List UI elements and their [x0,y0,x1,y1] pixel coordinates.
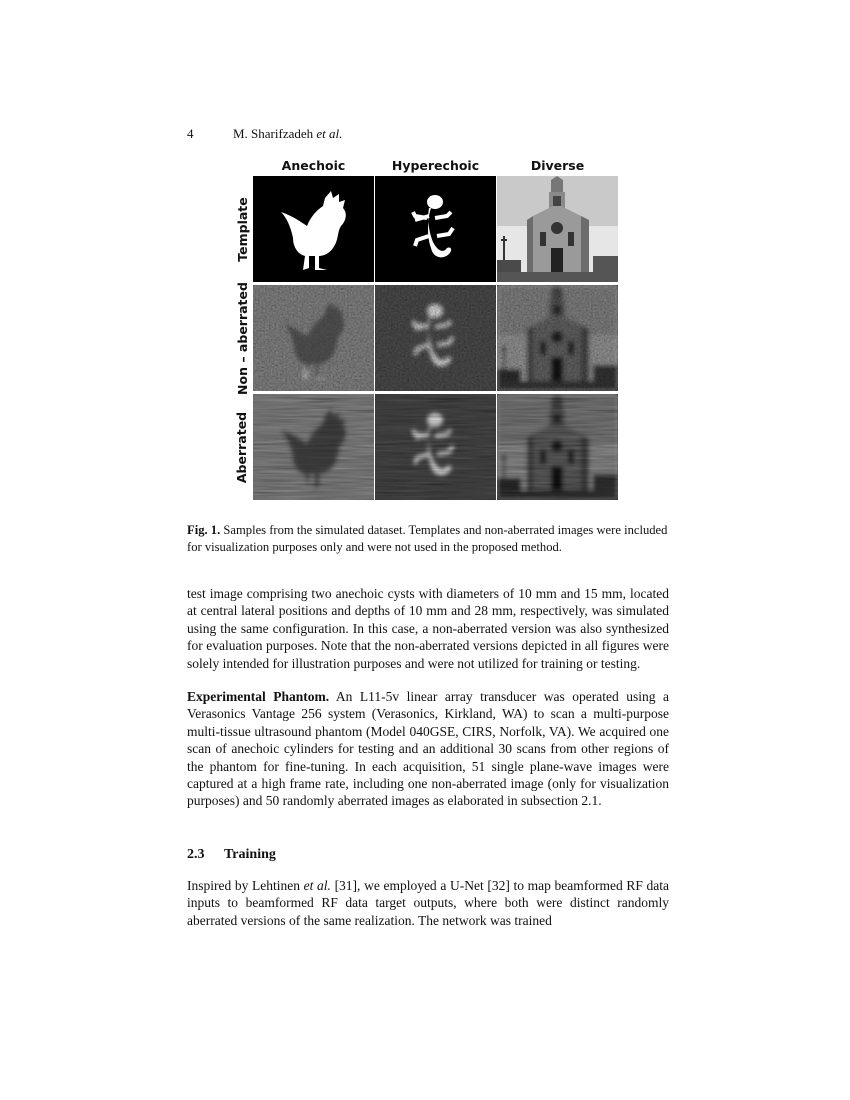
template-hyperechoic-image [375,176,496,282]
aberrated-anechoic-image [253,394,374,500]
caption-label: Fig. 1. [187,523,221,537]
non-aberrated-anechoic-image [253,285,374,391]
et-al: et al. [316,126,343,141]
aberrated-diverse-image [497,394,618,500]
template-anechoic-image [253,176,374,282]
section-title: Training [224,847,276,862]
figure-1 [230,158,622,506]
paragraph-title: Experimental Phantom. [187,689,330,704]
author-name: M. Sharifzadeh [233,126,314,141]
row-header-non-aberrated: Non – aberrated [234,281,250,395]
non-aberrated-diverse-image [497,285,618,391]
row-header-aberrated: Aberrated [234,411,250,483]
page-number: 4 [187,126,194,141]
column-header-diverse: Diverse [530,158,585,173]
non-aberrated-hyperechoic-image [375,285,496,391]
figure-caption [187,522,669,556]
section-number: 2.3 [187,847,205,862]
section-heading-training [187,847,276,863]
caption-text: Samples from the simulated dataset. Templates and non-aberrated images were included for visualization purposes only and were not used in the proposed method. [187,523,668,554]
column-header-hyperechoic: Hyperechoic [391,158,480,173]
template-diverse-image [497,176,618,282]
paragraph-test-image: test image comprising two anechoic cysts with diameters of 10 mm and 15 mm, located at central lateral positions and depths of 10 mm and 28 mm, respectively, was simulated using the same configuration. In this case, a non-aberrated version was also synthesized for evaluation purposes. Note that the non-aberrated versions depicted in all figures were solely intended for illustration purposes and were not utilized for training or testing. [187,586,669,671]
aberrated-hyperechoic-image [375,394,496,500]
running-head [187,126,342,142]
paragraph-training: Inspired by Lehtinen et al. [31], we employed a U-Net [32] to map beamformed RF data inputs to beamformed RF data target outputs, where both were distinct randomly aberrated versions of the same realization. The network was trained [187,878,669,928]
column-header-anechoic: Anechoic [281,158,346,173]
row-header-template: Template [234,196,250,262]
paragraph-experimental-phantom: Experimental Phantom. An L11-5v linear array transducer was operated using a Verasonics Vantage 256 system (Verasonics, Kirkland, WA) to scan a multi-purpose multi-tissue ultrasound phantom (Model 040GSE, CIRS, Norfolk, VA). We acquired one scan of anechoic cylinders for testing and an additional 30 scans from other regions of the phantom for fine-tuning. In each acquisition, 51 single plane-wave images were captured at a high frame rate, including one non-aberrated image (only for visualization purposes) and 50 randomly aberrated images as elaborated in subsection 2.1. [187,689,669,809]
